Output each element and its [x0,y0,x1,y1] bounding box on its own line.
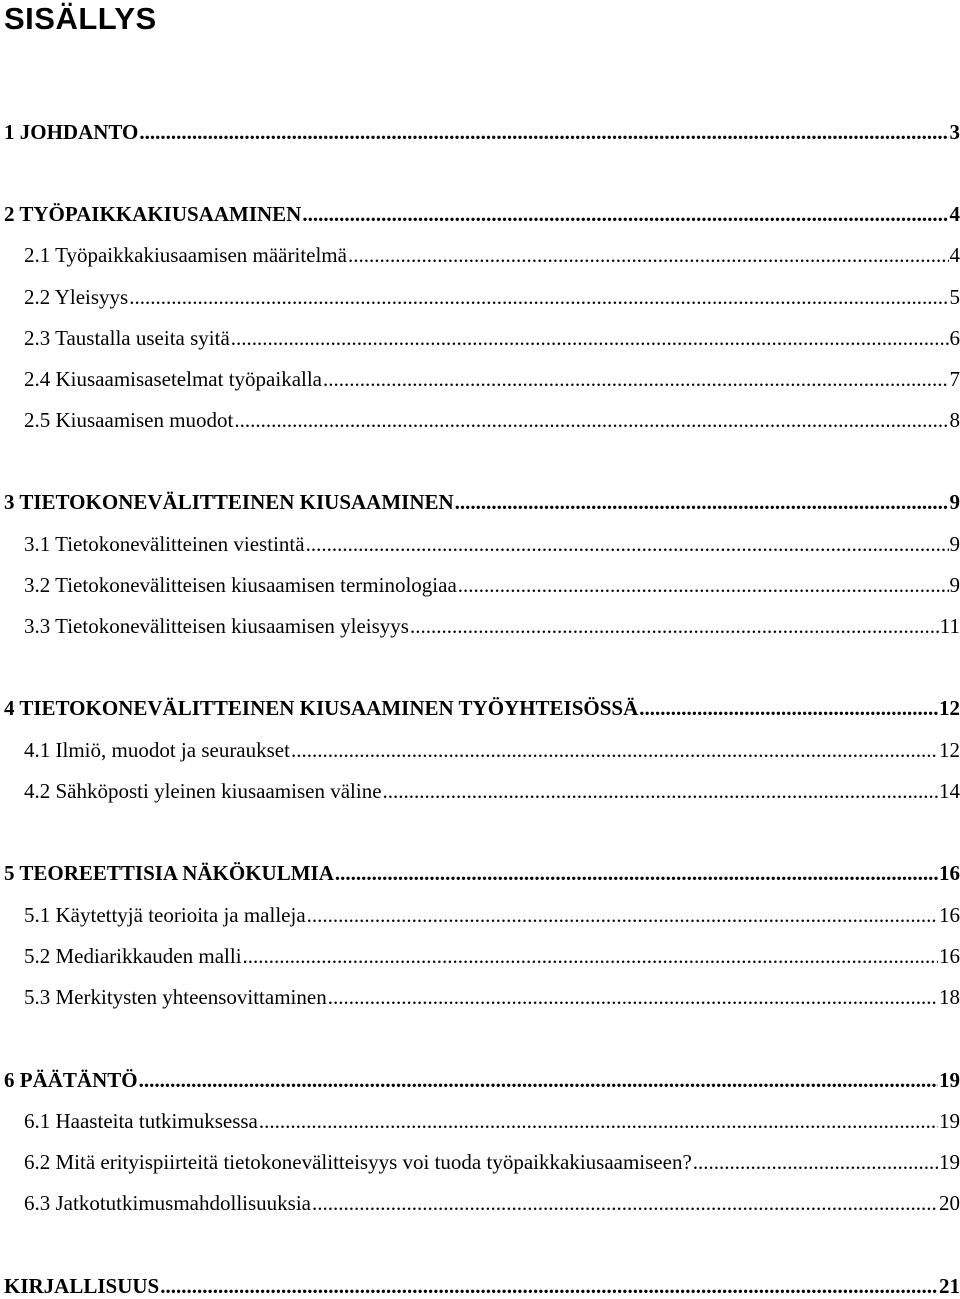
toc-dot-leader [243,943,938,969]
toc-entry-page: 8 [950,407,960,433]
toc-entry-label: 5.2 Mediarikkauden malli [24,943,242,969]
toc-entry-page: 16 [939,902,960,928]
toc-entry-page: 19 [939,1149,960,1175]
toc-entry [24,366,960,392]
toc-entry [24,242,960,268]
toc-dot-leader [312,1190,938,1216]
toc-entry-page: 12 [939,737,960,763]
toc-entry-page: 7 [950,366,960,392]
toc-entry [24,531,960,557]
toc-dot-leader [693,1149,938,1175]
toc-dot-leader [139,119,948,145]
toc-dot-leader [348,242,949,268]
toc-dot-leader [306,531,949,557]
page-title: SISÄLLYS [4,0,157,38]
toc-entry-label: 2 TYÖPAIKKAKIUSAAMINEN [4,201,301,227]
toc-entry [4,860,960,886]
toc-entry-page: 9 [950,489,960,515]
toc-entry-page: 14 [939,778,960,804]
toc-entry-label: 3.2 Tietokonevälitteisen kiusaamisen terminologiaa [24,572,457,598]
toc-entry-label: 6.3 Jatkotutkimusmahdollisuuksia [24,1190,311,1216]
toc-dot-leader [234,407,948,433]
toc-entry-label: 2.4 Kiusaamisasetelmat työpaikalla [24,366,322,392]
toc-entry-label: 3.1 Tietokonevälitteinen viestintä [24,531,305,557]
toc-dot-leader [458,572,949,598]
toc-entry [24,284,960,310]
toc-entry-page: 4 [950,242,960,268]
toc-entry [24,572,960,598]
toc-entry [24,407,960,433]
toc-entry-label: 6.1 Haasteita tutkimuksessa [24,1108,258,1134]
toc-dot-leader [639,695,938,721]
toc-dot-leader [259,1108,938,1134]
toc-entry-label: 5.1 Käytettyjä teorioita ja malleja [24,902,306,928]
toc-dot-leader [328,984,938,1010]
toc-entry-label: 2.5 Kiusaamisen muodot [24,407,233,433]
toc-dot-leader [291,737,938,763]
toc-entry [24,325,960,351]
toc-entry-page: 20 [939,1190,960,1216]
toc-entry [4,1067,960,1093]
toc-entry-label: 6 PÄÄTÄNTÖ [4,1067,138,1093]
toc-entry [24,984,960,1010]
toc-entry-page: 11 [940,613,960,639]
toc-entry-label: 6.2 Mitä erityispiirteitä tietokonevälitteisyys voi tuoda työpaikkakiusaamiseen? [24,1149,692,1175]
toc-entry [4,1273,960,1299]
toc-entry [4,119,960,145]
toc-entry-page: 5 [950,284,960,310]
toc-entry [24,737,960,763]
toc-entry-page: 21 [939,1273,960,1299]
toc-entry-label: 5 TEOREETTISIA NÄKÖKULMIA [4,860,334,886]
toc-entry-page: 16 [939,860,960,886]
toc-entry [4,695,960,721]
toc-entry [24,902,960,928]
toc-entry-label: 2.1 Työpaikkakiusaamisen määritelmä [24,242,347,268]
toc-entry-label: 2.3 Taustalla useita syitä [24,325,230,351]
toc-entry [24,1190,960,1216]
toc-entry [4,201,960,227]
toc-entry-page: 19 [939,1108,960,1134]
toc-dot-leader [383,778,938,804]
toc-dot-leader [335,860,938,886]
toc-dot-leader [231,325,949,351]
toc-entry-page: 6 [950,325,960,351]
toc-dot-leader [129,284,948,310]
toc-entry-label: KIRJALLISUUS [4,1273,159,1299]
toc-entry [24,1149,960,1175]
toc-entry-page: 9 [950,572,960,598]
toc-dot-leader [307,902,938,928]
toc-entry-label: 1 JOHDANTO [4,119,138,145]
toc-entry [4,489,960,515]
toc-dot-leader [139,1067,938,1093]
toc-entry [24,1108,960,1134]
toc-entry-label: 4.1 Ilmiö, muodot ja seuraukset [24,737,290,763]
toc-entry-label: 4 TIETOKONEVÄLITTEINEN KIUSAAMINEN TYÖYHTEISÖSSÄ [4,695,638,721]
toc-dot-leader [410,613,939,639]
toc-entry-label: 2.2 Yleisyys [24,284,128,310]
toc-entry-page: 9 [950,531,960,557]
toc-entry-label: 3.3 Tietokonevälitteisen kiusaamisen yleisyys [24,613,409,639]
toc-entry-page: 16 [939,943,960,969]
toc-entry-label: 4.2 Sähköposti yleinen kiusaamisen väline [24,778,382,804]
toc-dot-leader [302,201,948,227]
toc-entry [24,613,960,639]
toc-entry [24,943,960,969]
toc-entry-page: 12 [939,695,960,721]
toc-entry [24,778,960,804]
toc-entry-page: 18 [939,984,960,1010]
toc-entry-label: 5.3 Merkitysten yhteensovittaminen [24,984,327,1010]
toc-entry-page: 19 [939,1067,960,1093]
toc-dot-leader [455,489,949,515]
toc-dot-leader [160,1273,938,1299]
toc-dot-leader [323,366,949,392]
toc-entry-label: 3 TIETOKONEVÄLITTEINEN KIUSAAMINEN [4,489,454,515]
toc-entry-page: 4 [950,201,960,227]
toc-entry-page: 3 [950,119,960,145]
